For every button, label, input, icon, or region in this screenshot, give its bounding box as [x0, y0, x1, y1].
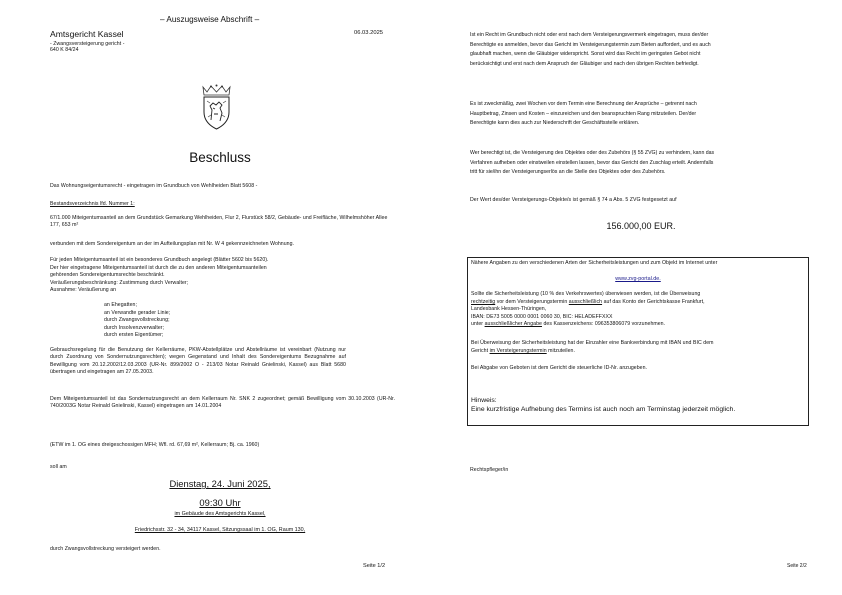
page-number: Seite 2/2: [787, 563, 807, 569]
value-statement: Der Wert des/der Versteigerungs-Objekte/s ist gemäß § 74 a Abs. 5 ZVG festgesetzt auf: [470, 197, 677, 203]
page-number: Seite 1/2: [363, 563, 386, 569]
exception-item: durch Zwangsvollstreckung;: [104, 317, 170, 324]
text-line: [471, 321, 803, 329]
document-heading: Beschluss: [189, 150, 251, 165]
text-span: unter: [471, 321, 485, 328]
tax-id-info: Bei Abgabe von Geboten ist dem Gericht die steuerliche ID-Nr. anzugeben.: [471, 365, 648, 371]
security-info-box: [467, 257, 809, 426]
share-description: 67/1.000 Miteigentumsanteil an dem Grundstück Gemarkung Wehlheiden, Flur 2, Flurstück 58/2, Gebäude- und Freifläche, Wilhelmshöher Allee 177, 653 m²: [50, 215, 388, 229]
text-line: tritt für sie/ihn der Versteigerungserlös an die Stelle des Objektes oder des Zubehörs.: [470, 169, 666, 176]
emphasis: ausschließlicher Angabe: [484, 321, 542, 328]
restriction-line: Veräußerungsbeschränkung: Zustimmung durch Verwalter;: [50, 279, 189, 286]
claims-notice: [470, 100, 830, 129]
usage-rules: Gebrauchsregelung für die Benutzung der Kellerräume, PKW-Abstellplätze und Abstellräume ist vereinbart (Nutzung nur durch Zuordnung von Sondernutzungsrechten); wegen Gegenstand und Inhalt des Sondereigentums Bezugnahme auf Bewilligung vom 20.12.2002/12.03.2003 (UR-Nr. 899/2002 O - 213/03 Notar Reinald Gnielinski, Kassel) aus Blatt 5680 übertragen und eingetragen am 27.05.2003.: [50, 347, 346, 376]
apartment-description: (ETW im 1. OG eines dreigeschossigen MFH; Wfl. rd. 67,69 m², Kellerraum; Bj. ca. 1960): [50, 442, 260, 448]
text-line: Sollte die Sicherheitsleistung (10 % des Verkehrswertes) überwiesen werden, ist die Überweisung: [471, 291, 701, 297]
emphasis: rechtzeitig: [471, 298, 496, 305]
coat-of-arms-emblem: [200, 84, 233, 130]
special-property: verbunden mit dem Sondereigentum an der im Aufteilungsplan mit Nr. W 4 gekennzeichneten Wohnung.: [50, 241, 295, 247]
text-line: Hauptbetrag, Zinsen und Kosten – einzureichen und den beanspruchten Rang mitzuteilen. Der/der: [470, 110, 697, 117]
property-value: 156.000,00 EUR.: [606, 221, 676, 231]
inventory-label: Bestandsverzeichnis lfd. Nummer 1:: [50, 201, 135, 207]
emphasis: ausschließlich: [568, 298, 603, 305]
text-span: mitzuteilen.: [546, 347, 575, 354]
text-line: [471, 299, 803, 307]
exception-item: durch Insolvenzverwalter;: [104, 324, 165, 331]
header-title: – Auszugsweise Abschrift –: [160, 15, 260, 24]
registration-notice: [470, 31, 830, 69]
exception-item: an Verwandte gerader Linie;: [104, 309, 171, 316]
usage-rights: Dem Miteigentumsanteil ist das Sondernutzungsrecht an dem Kellerraum Nr. SNK 2 zugeordnet; gemäß Bewilligung vom 30.10.2003 (UR-Nr. 740/2003G Notar Reinald Gnielinski, Kassel) eingetragen am 14.01.2004: [50, 396, 395, 410]
text-span: Gericht: [471, 347, 490, 354]
zvg-portal-link[interactable]: www.zvg-portal.de.: [615, 276, 661, 282]
emphasis: im Versteigerungstermin: [489, 347, 547, 354]
bank-details-info: [471, 340, 803, 355]
restriction-line: Der hier eingetragene Miteigentumsanteil ist durch die zu den anderen Miteigentumsanteilen: [50, 264, 267, 271]
text-line: Bei Überweisung der Sicherheitsleistung hat der Einzahler eine Bankverbindung mit IBAN und BIC dem: [471, 340, 714, 346]
text-line: Landesbank Hessen-Thüringen,: [471, 306, 547, 313]
auction-time: 09:30 Uhr: [199, 497, 241, 508]
auction-date: Dienstag, 24. Juni 2025,: [169, 478, 271, 489]
auction-location-room: Friedrichsstr. 32 - 34, 34117 Kassel, Sitzungssaal im 1. OG, Raum 130,: [134, 527, 306, 533]
restriction-line: Für jeden Miteigentumsanteil ist ein besonderes Grundbuch angelegt (Blätter 5602 bis 5620).: [50, 257, 269, 263]
signature-role: Rechtspfleger/in: [470, 467, 509, 473]
security-deposit-info: [471, 291, 803, 329]
text-line: [471, 348, 803, 356]
text-line: Wer berechtigt ist, die Versteigerung des Objektes oder des Zubehörs (§ 55 ZVG) zu verhindern, kann das: [470, 150, 715, 156]
exceptions-list: [104, 302, 364, 340]
case-number: 640 K 84/24: [50, 47, 79, 53]
restriction-line: Ausnahme: Veräußerung an: [50, 287, 117, 294]
closing-statement: durch Zwangsvollstreckung versteigert werden.: [50, 546, 161, 552]
document-date: 06.03.2025: [354, 30, 384, 36]
restriction-line: gehörenden Sondereigentumsrechte beschränkt.: [50, 272, 165, 279]
procedure-type: - Zwangsversteigerung gericht -: [50, 41, 125, 47]
restrictions-block: [50, 257, 395, 295]
text-line: Es ist zweckmäßig, zwei Wochen vor dem Termin eine Berechnung der Ansprüche – getrennt nach: [470, 101, 697, 107]
text-span: vor dem Versteigerungstermin: [495, 298, 569, 305]
hint-label: Hinweis:: [471, 397, 497, 404]
internet-info: Nähere Angaben zu den verschiedenen Arten der Sicherheitsleistungen und zum Objekt im Internet unter: [471, 260, 718, 266]
text-line: Verfahren aufheben oder einstweilen einstellen lassen, bevor das Gericht den Zuschlag erteilt. Andernfalls: [470, 159, 714, 166]
property-intro: Das Wohnungseigentumsrecht - eingetragen im Grundbuch von Wehlheiden Blatt 5608 -: [50, 183, 258, 189]
exception-item: an Ehegatten;: [104, 302, 137, 308]
text-line: glaubhaft machen, wenn die Gläubiger widerspricht. Sonst wird das Recht im geringsten Gebot nicht: [470, 51, 701, 58]
iban-line: IBAN: DE73 5005 0000 0001 0060 30, BIC: HELADEFFXXX: [471, 313, 613, 320]
exception-item: durch ersten Eigentümer;: [104, 332, 164, 339]
text-line: berücksichtigt und erst nach dem Anspruch der Gläubiger und nach den übrigen Rechten befriedigt.: [470, 60, 699, 67]
shall-label: soll am: [50, 464, 67, 470]
auction-location-building: im Gebäude des Amtsgerichts Kassel,: [174, 511, 266, 517]
page-2: [421, 0, 842, 595]
text-span: auf das Konto der Gerichtskasse Frankfurt,: [602, 298, 705, 305]
text-line: Ist ein Recht im Grundbuch nicht oder erst nach dem Versteigerungsvermerk eingetragen, muss der/der: [470, 32, 709, 38]
text-line: Berechtigte kann dies auch zur Niederschrift der Geschäftsstelle erklären.: [470, 120, 640, 127]
hint-text: Eine kurzfristige Aufhebung des Termins ist auch noch am Terminstag jederzeit möglich.: [471, 406, 736, 413]
court-name: Amtsgericht Kassel: [50, 29, 124, 39]
text-span: des Kassenzeichens: 096353806079 vorzunehmen.: [541, 321, 666, 328]
objection-notice: [470, 149, 830, 178]
text-line: Berechtigte es anmelden, bevor das Gericht im Versteigerungstermin zum Bieten auffordert, und es auch: [470, 41, 711, 48]
